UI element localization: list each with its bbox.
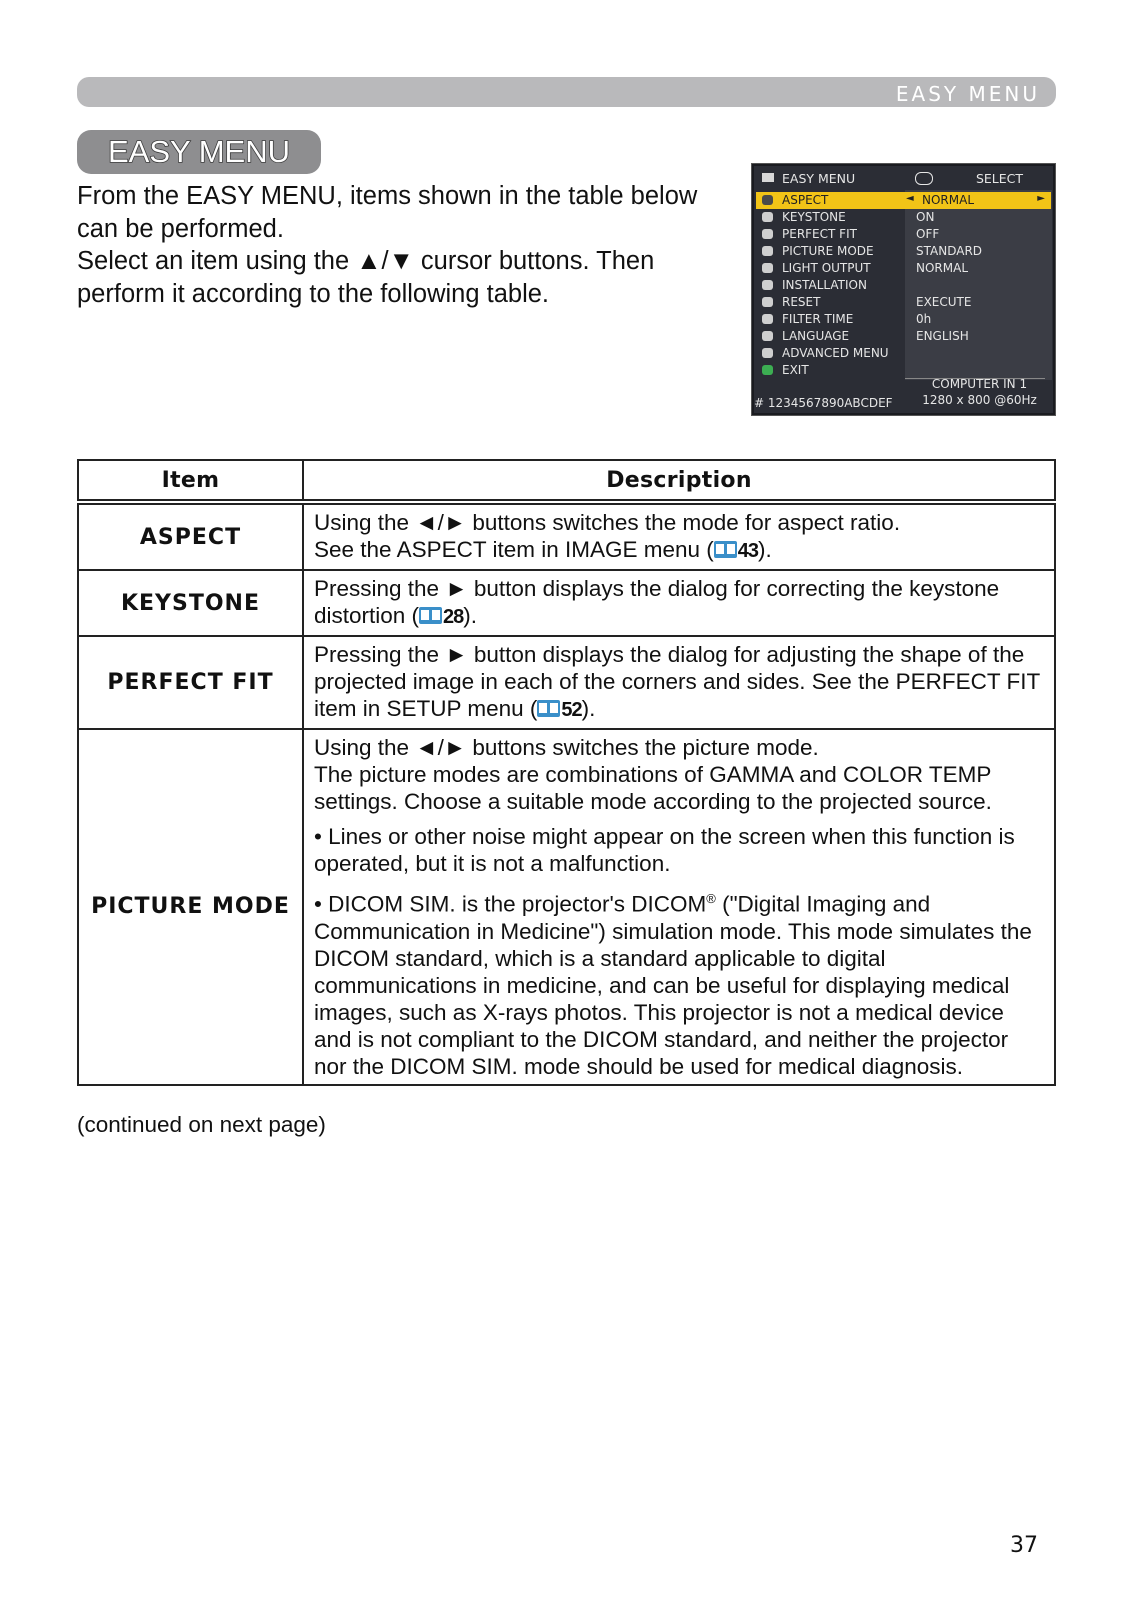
description-text: Using the ◄/► buttons switches the picture mode. [314, 735, 819, 760]
menu-icon [762, 173, 774, 182]
description-text [314, 536, 1044, 565]
table-row [78, 729, 1055, 1085]
osd-row-value: OFF [916, 227, 940, 241]
row-description [303, 570, 1055, 636]
table-header-row [78, 460, 1055, 502]
exit-icon [762, 365, 773, 375]
osd-row-label: INSTALLATION [782, 278, 867, 292]
aspect-icon [762, 195, 773, 205]
description-note [314, 885, 1044, 1080]
book-icon [714, 541, 737, 558]
section-title: EASY MENU [107, 134, 291, 169]
osd-row-label: LANGUAGE [782, 329, 850, 343]
language-icon [762, 331, 773, 341]
filter-time-icon [762, 314, 773, 324]
running-header-title: EASY MENU [895, 82, 1040, 106]
description-text [314, 575, 1044, 631]
row-description [303, 502, 1055, 570]
osd-row-value: ON [916, 210, 935, 224]
osd-row-label: EXIT [782, 363, 809, 377]
row-item-perfect-fit: PERFECT FIT [78, 636, 303, 729]
continued-note: (continued on next page) [77, 1112, 326, 1137]
osd-select-hint: SELECT [975, 171, 1023, 186]
description-text-part: Pressing the ► button displays the dialog for adjusting the shape of the projected image in each of the corners and sides. See the PERFECT FIT item in SETUP menu ( [314, 642, 1040, 721]
osd-row-label: PICTURE MODE [782, 244, 874, 258]
osd-row-label: ADVANCED MENU [782, 346, 889, 360]
osd-row-language [756, 328, 1051, 345]
osd-serial: # 1234567890ABCDEF [754, 396, 893, 410]
installation-icon [762, 280, 773, 290]
table-row [78, 570, 1055, 636]
osd-header [752, 164, 1055, 190]
osd-row-value: NORMAL [922, 193, 975, 207]
book-icon [419, 607, 442, 624]
osd-menu-screenshot [751, 163, 1056, 416]
row-description [303, 729, 1055, 1085]
book-icon [537, 700, 560, 717]
description-text-part: See the ASPECT item in IMAGE menu ( [314, 537, 714, 562]
osd-row-keystone [756, 209, 1051, 226]
registered-mark: ® [706, 891, 716, 906]
select-cursor-icon [915, 172, 933, 185]
osd-row-label: FILTER TIME [782, 312, 854, 326]
osd-row-light-output [756, 260, 1051, 277]
section-heading-pill [77, 130, 321, 174]
left-arrow-icon: ◄ [906, 193, 914, 204]
description-text-part: • DICOM SIM. is the projector's DICOM [314, 891, 707, 917]
osd-row-value: 0h [916, 312, 932, 326]
description-text-part: ). [758, 537, 772, 562]
easy-menu-table [77, 459, 1056, 1086]
osd-row-value: STANDARD [916, 244, 983, 258]
description-text-part: ). [463, 603, 478, 628]
osd-row-label: ASPECT [782, 193, 829, 207]
light-output-icon [762, 263, 773, 273]
running-header-bar [77, 77, 1056, 107]
description-text: The picture modes are combinations of GAMMA and COLOR TEMP settings. Choose a suitable mode according to the projected source. [314, 762, 992, 814]
perfect-fit-icon [762, 229, 773, 239]
table-row [78, 636, 1055, 729]
row-item-aspect: ASPECT [78, 502, 303, 570]
osd-row-reset [756, 294, 1051, 311]
osd-row-label: PERFECT FIT [782, 227, 857, 241]
description-note: • Lines or other noise might appear on the screen when this function is operated, but it is not a malfunction. [314, 824, 1015, 876]
osd-signal: 1280 x 800 @60Hz [922, 393, 1037, 407]
right-arrow-icon: ► [1037, 193, 1045, 204]
table-row [78, 502, 1055, 570]
picture-mode-icon [762, 246, 773, 256]
description-text-part: ("Digital Imaging and Communication in Medicine") simulation mode. This mode simulates the DICOM standard, which is a standard applicable to digital communications in medicine, and can be useful for displaying medical images, such as X-rays photos. This projector is not a medical device and is not compliant to the DICOM standard, and neither the projector nor the DICOM SIM. mode should be used for medical diagnosis. [314, 891, 1032, 1079]
osd-signal-info [907, 376, 1052, 408]
description-text: Using the ◄/► buttons switches the mode for aspect ratio. [314, 510, 901, 535]
osd-row-aspect [756, 192, 1051, 209]
osd-row-label: LIGHT OUTPUT [782, 261, 871, 275]
osd-row-advanced-menu [756, 345, 1051, 362]
row-item-picture-mode: PICTURE MODE [78, 729, 303, 1085]
description-text [314, 641, 1044, 724]
row-item-keystone: KEYSTONE [78, 570, 303, 636]
intro-line-1: From the EASY MENU, items shown in the table below can be performed. [77, 182, 698, 243]
reset-icon [762, 297, 773, 307]
osd-row-label: KEYSTONE [782, 210, 846, 224]
osd-row-picture-mode [756, 243, 1051, 260]
osd-row-installation [756, 277, 1051, 294]
keystone-icon [762, 212, 773, 222]
row-description [303, 636, 1055, 729]
page-number: 37 [1010, 1533, 1038, 1558]
column-header-item: Item [78, 460, 303, 502]
page-reference: 52 [561, 699, 582, 721]
intro-line-2: Select an item using the ▲/▼ cursor buttons. Then perform it according to the following table. [77, 247, 655, 308]
page-reference: 28 [443, 606, 464, 628]
osd-row-value: NORMAL [916, 261, 969, 275]
description-text-part: Pressing the ► button displays the dialog for correcting the keystone distortion ( [314, 576, 1000, 628]
osd-row-perfect-fit [756, 226, 1051, 243]
osd-row-value: ENGLISH [916, 329, 969, 343]
osd-title: EASY MENU [782, 171, 856, 186]
osd-source: COMPUTER IN 1 [931, 377, 1028, 391]
osd-row-filter-time [756, 311, 1051, 328]
osd-row-label: RESET [782, 295, 821, 309]
osd-row-value: EXECUTE [916, 295, 972, 309]
column-header-description: Description [303, 460, 1055, 502]
page-reference: 43 [737, 540, 758, 562]
description-text-part: ). [581, 696, 596, 721]
advanced-menu-icon [762, 348, 773, 358]
intro-text [77, 180, 717, 310]
